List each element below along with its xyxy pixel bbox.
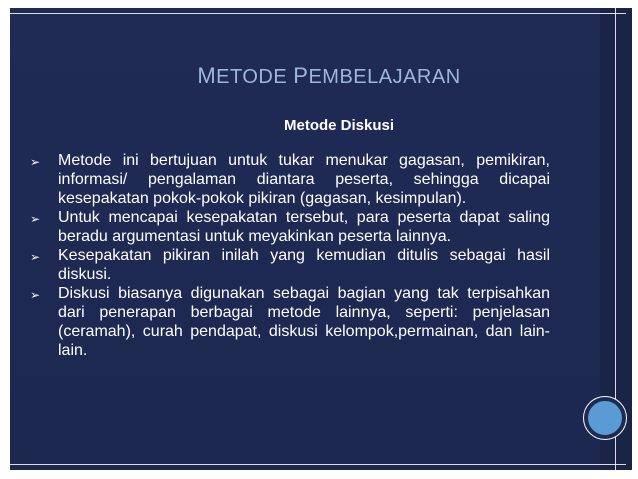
bullet-item bbox=[30, 246, 550, 284]
title-cap-2: P bbox=[293, 63, 309, 88]
bullet-text: Kesepakatan pikiran inilah yang kemudian ditulis sebagai hasil diskusi. bbox=[58, 247, 550, 283]
title-rest-1: ETODE bbox=[216, 66, 288, 88]
bullet-text: Metode ini bertujuan untuk tukar menukar gagasan, pemikiran, informasi/ pengalaman diantara peserta, sehingga dicapai kesepakatan pokok-pokok pikiran (gagasan, kesimpulan). bbox=[58, 152, 550, 207]
slide-subtitle: Metode Diskusi bbox=[283, 117, 395, 134]
arrow-right-icon: ➢ bbox=[30, 250, 41, 264]
bullet-item bbox=[30, 151, 550, 208]
top-rule bbox=[10, 13, 626, 14]
arrow-right-icon: ➢ bbox=[30, 288, 41, 302]
bullet-text: Diskusi biasanya digunakan sebagai bagian yang tak terpisahkan dari penerapan berbagai metode lainnya, seperti: penjelasan (ceramah), curah pendapat, diskusi kelompok,permainan, dan lain-lain. bbox=[58, 285, 550, 359]
decorative-circle bbox=[584, 397, 626, 439]
bullet-list bbox=[30, 151, 550, 360]
title-rest-2: EMBELAJARAN bbox=[308, 66, 461, 88]
title-cap-1: M bbox=[197, 63, 217, 88]
slide-title bbox=[0, 63, 638, 89]
bullet-item bbox=[30, 284, 550, 360]
bullet-text: Untuk mencapai kesepakatan tersebut, para peserta dapat saling beradu argumentasi untuk meyakinkan peserta lainnya. bbox=[58, 209, 550, 245]
bullet-item bbox=[30, 208, 550, 246]
bottom-rule bbox=[10, 464, 626, 465]
arrow-right-icon: ➢ bbox=[30, 155, 41, 169]
arrow-right-icon: ➢ bbox=[30, 212, 41, 226]
